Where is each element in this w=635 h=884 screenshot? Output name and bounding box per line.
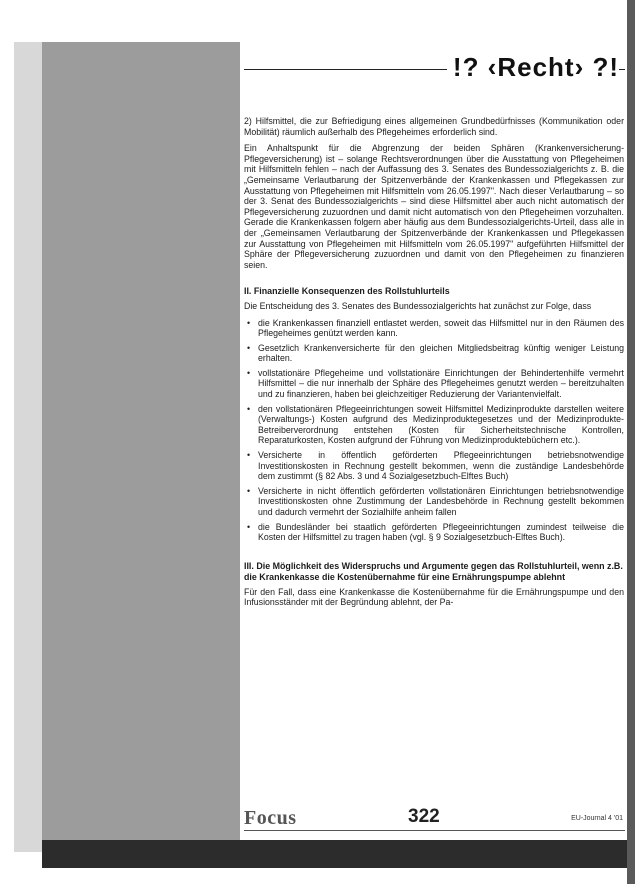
article-body xyxy=(244,116,624,796)
heading-finanzielle-konsequenzen: II. Finanzielle Konsequenzen des Rollstuhlurteils xyxy=(244,286,450,297)
paragraph-ernaehrungspumpe: Für den Fall, dass eine Krankenkasse die Kostenübernahme für die Ernährungspumpe und den Infusionsständer mit der Begründung ablehnt, der Pa- xyxy=(244,586,624,608)
footer-brand: Focus xyxy=(244,807,297,829)
list-item: • die Bundesländer bei staatlich geförderten Pflegeeinrichtungen zumindest teilweise die Kosten der Hilfsmittel zu tragen haben (vgl. § 9 Sozialgesetzbuch-Elftes Buch). xyxy=(244,522,624,543)
paragraph-hilfsmittel: 2) Hilfsmittel, die zur Befriedigung eines allgemeinen Grundbedürfnisses (Kommunikation oder Mobilität) räumlich außerhalb des Pflegeheimes erforderlich sind. xyxy=(244,116,624,137)
consequences-list xyxy=(244,318,624,543)
paragraph-abgrenzung: Ein Anhaltspunkt für die Abgrenzung der beiden Sphären (Krankenversicherung- Pflegeversicherung) ist – solange Rechtsverordnungen über die Ausstattung von Pflegeheimen mit Hilfsmitteln fehlen – nach der Auffassung des 3. Senates des Bundessozialgerichts z. B. die „Gemeinsame Verlautbarung der Spitzenverbände der Krankenkassen und Pflegekassen zur Ausstattung von Pflegeheimen mit Hilfsmitteln vom 26.05.1997". Nach dieser Verlautbarung – so der 3. Senat des Bundessozialgerichts – sind diese Hilfsmittel aber auch nicht automatisch der Pflegeversicherung zuzuordnen und damit nicht automatisch von den Pflegeheimen vorzuhalten. Gerade die Krankenkassen folgern aber häufig aus dem Bundessozialgerichts-Urteil, dass alle in der „Gemeinsamen Verlautbarung der Spitzenverbände der Krankenkassen und Pflegekassen zur Ausstattung von Pflegeheimen mit Hilfsmitteln vom 26.05.1997" aufgeführten Hilfsmittel der Sphäre der Pflegeversicherung zuzuordnen und damit von den Pflegeheimen zu finanzieren seien. xyxy=(244,143,624,270)
section-title: !? ‹Recht› ?! xyxy=(447,52,619,83)
page-number: 322 xyxy=(408,806,440,827)
list-item: • den vollstationären Pflegeeinrichtungen soweit Hilfsmittel Medizinprodukte darstellen weitere (Verwaltungs-) Kosten aufgrund des Medizinproduktegesetzes und der Medizinprodukte-Betreiberverordnung entstehen (Kosten für Sicherheitstechnische Kontrollen, Reparaturkosten, Kosten aufgrund der Führung von Medizinproduktebüchern etc.). xyxy=(244,404,624,446)
scan-bottom-bar xyxy=(42,840,627,868)
scan-edge xyxy=(627,0,635,884)
list-item: • Versicherte in öffentlich geförderten Pflegeeinrichtungen betriebsnotwendige Investitionskosten in Rechnung gestellt bekommen, wenn die zuständige Landesbehörde dem zustimmt (§ 82 Abs. 3 und 4 Sozialgesetzbuch-Elftes Buch) xyxy=(244,450,624,482)
list-item: • vollstationäre Pflegeheime und vollstationäre Einrichtungen der Behindertenhilfe vermehrt Hilfsmittel – die nur innerhalb der Sphäre des Pflegeheimes genutzt werden – bereitzuhalten und zu finanzieren, haben bei gleichzeitiger Reduzierung der Variantenvielfalt. xyxy=(244,368,624,400)
page-shadow xyxy=(14,42,42,852)
footer-rule xyxy=(244,830,625,831)
list-item: • die Krankenkassen finanziell entlastet werden, soweit das Hilfsmittel nur in den Räumen des Pflegeheimes genützt werden kann. xyxy=(244,318,624,339)
paragraph-entscheidung: Die Entscheidung des 3. Senates des Bundessozialgerichts hat zunächst zur Folge, dass xyxy=(244,300,592,311)
page-header xyxy=(244,52,625,84)
gray-margin-panel xyxy=(42,42,240,852)
heading-widerspruch: III. Die Möglichkeit des Widerspruchs und Argumente gegen das Rollstuhlurteil, wenn z.B. die Krankenkasse die Kostenübernahme für eine Ernährungspumpe ablehnt xyxy=(244,560,623,582)
issue-label: EU-Journal 4 '01 xyxy=(571,815,623,822)
list-item: • Versicherte in nicht öffentlich geförderten vollstationären Einrichtungen betriebsnotwendige Investitionskosten ohne Zustimmung der Landesbehörde in Rechnung gestellt bekommen und dadurch vermehrt der Sozialhilfe anheim fallen xyxy=(244,486,624,518)
list-item: • Gesetzlich Krankenversicherte für den gleichen Mitgliedsbeitrag künftig weniger Leistung erhalten. xyxy=(244,343,624,364)
